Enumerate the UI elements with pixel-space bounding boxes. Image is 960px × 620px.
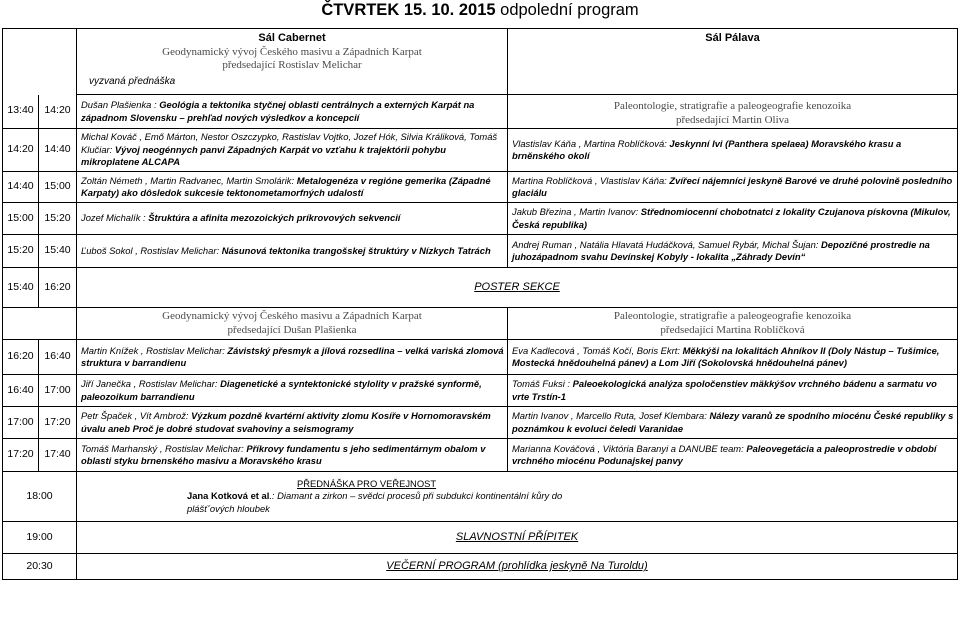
title-rest: odpolední program [500, 1, 639, 19]
lecture-row [3, 472, 958, 522]
talk-left [77, 235, 508, 268]
evening-program-label: VEČERNÍ PROGRAM (prohlídka jeskyně Na Turoldu) [77, 554, 958, 580]
talk-left [77, 172, 508, 203]
time-start: 19:00 [3, 522, 77, 554]
talk-left [77, 95, 508, 129]
session-chair-geo1: předsedající Rostislav Melichar [222, 59, 362, 72]
right-session-header [508, 29, 958, 95]
time-start: 15:40 [3, 268, 39, 308]
time-blank [3, 29, 77, 95]
right-session-header-2 [508, 95, 958, 129]
event-row [3, 554, 958, 580]
talk-title: Nálezy varanů ze spodního miocénu České republiky s poznámkou k evoluci čeledi Varanidae [512, 410, 954, 434]
talk-authors: Andrej Ruman , Natália Hlavatá Hudáčková, Samuel Rybár, Michal Šujan: [512, 238, 819, 250]
talk-authors: Martin Knížek , Rostislav Melichar: [81, 344, 225, 356]
time-end: 17:00 [39, 375, 77, 407]
left-session-header [77, 29, 508, 95]
time-end: 14:40 [39, 129, 77, 172]
talk-authors: Martina Roblíčková , Vlastislav Káňa: [512, 174, 667, 186]
talk-authors: Marianna Kováčová , Viktória Baranyi a DANUBE team: [512, 442, 744, 454]
time-start: 15:20 [3, 235, 39, 268]
time-end: 16:20 [39, 268, 77, 308]
session-name-paleo2: Paleontologie, stratigrafie a paleogeografie kenozoika [613, 309, 852, 322]
talk-authors: Ľuboš Sokol , Rostislav Melichar: [81, 244, 220, 256]
talk-left [77, 340, 508, 375]
talk-title: Závistský přesmyk a jílová rozsedlina – velká variská zlomová struktura v barrandienu [81, 344, 504, 368]
talk-title: Měkkýši na lokalitách Ahníkov II (Doly Nástup – Tušimice, Mostecká hnědouhelná pánev) a Lom Jiří (Sokolovská hnědouhelná pánev) [512, 344, 940, 368]
talk-title: Příkrovy fundamentu s jeho sedimentárnym obalom v oblasti styku brnenského masivu a Moravského krasu [81, 442, 486, 466]
table-row [3, 375, 958, 407]
time-start: 18:00 [3, 472, 77, 522]
time-end: 16:40 [39, 340, 77, 375]
talk-right [508, 340, 958, 375]
program-table [2, 28, 958, 580]
talk-authors: Jakub Březina , Martin Ivanov: [512, 206, 639, 218]
time-start: 13:40 [3, 95, 39, 129]
talk-authors: Dušan Plašienka : [81, 99, 157, 111]
title-day: ČTVRTEK 15. 10. 2015 [321, 1, 496, 19]
talk-right [508, 129, 958, 172]
talk-authors: Tomáš Marhanský , Rostislav Melichar: [81, 442, 244, 454]
time-start: 17:20 [3, 439, 39, 472]
session-chair-geo2: předsedající Dušan Plašienka [227, 323, 357, 336]
talk-left [77, 439, 508, 472]
table-row [3, 407, 958, 439]
time-end: 17:40 [39, 439, 77, 472]
table-row [3, 95, 958, 129]
time-start: 20:30 [3, 554, 77, 580]
time-start: 17:00 [3, 407, 39, 439]
talk-right [508, 172, 958, 203]
time-end: 17:20 [39, 407, 77, 439]
talk-title: Zvířecí nájemníci jeskyně Barové ve druhé polovině posledního glaciálu [512, 174, 953, 198]
time-end: 15:00 [39, 172, 77, 203]
talk-title: Diagenetické a syntektonické stylolity v pražské synformě, paleozoikum barrandienu [81, 378, 482, 402]
time-start: 16:20 [3, 340, 39, 375]
table-row [3, 129, 958, 172]
talk-title: Jeskynní lvi (Panthera spelaea) Moravského krasu a brněnského okolí [512, 137, 902, 161]
talk-left [77, 129, 508, 172]
talk-right [508, 439, 958, 472]
session-header-row [3, 29, 958, 95]
left-session-header-2 [77, 308, 508, 340]
session-name-paleo1: Paleontologie, stratigrafie a paleogeografie kenozoika [613, 99, 852, 112]
hall-right: Sál Pálava [705, 32, 760, 44]
talk-title: Paleovegetácia a paleoprostredie v období vrchného miocénu Podunajskej panvy [512, 442, 937, 466]
time-end: 15:40 [39, 235, 77, 268]
right-session-header-3 [508, 308, 958, 340]
hall-left: Sál Cabernet [258, 32, 326, 44]
session-chair-paleo2: předsedající Martina Roblíčková [660, 323, 805, 336]
talk-title: Vývoj neogénnych panvi Západných Karpát vo vzťahu k trajektórii pohybu mikroplatene ALCAPA [81, 143, 446, 168]
talk-left [77, 407, 508, 439]
talk-title: Štruktúra a afinita mezozoických príkrovových sekvencií [148, 212, 401, 224]
poster-row [3, 268, 958, 308]
talk-title: Geológia a tektonika styčnej oblasti centrálnych a externých Karpát na západnom Slovensku – prehľad nových výsledkov a koncepcií [81, 99, 475, 123]
session-header-row [3, 308, 958, 340]
talk-title: Paleoekologická analýza spoločenstiev mäkkýšov vrchného bádenu a sarmatu vo vrte Trstín-1 [512, 378, 937, 402]
talk-title: Výzkum pozdně kvartérní aktivity zlomu Kosíře v Hornomoravském úvalu aneb Proč je dobré studovat svahoviny a seismogramy [81, 410, 491, 434]
public-lecture [77, 472, 958, 522]
talk-left [77, 203, 508, 235]
page-title [0, 1, 960, 20]
invited-label: vyzvaná přednáška [89, 76, 176, 88]
poster-section-label: POSTER SEKCE [77, 268, 958, 308]
table-row [3, 172, 958, 203]
talk-title: Depozičné prostredie na juhozápadnom svahu Devínskej Kobyly - lokalita „Záhrady Devín“ [512, 238, 930, 262]
talk-left [77, 375, 508, 407]
public-lecture-heading: PŘEDNÁŠKA PRO VEŘEJNOST [297, 478, 437, 490]
toast-label: SLAVNOSTNÍ PŘÍPITEK [77, 522, 958, 554]
time-end: 15:20 [39, 203, 77, 235]
time-start: 14:40 [3, 172, 39, 203]
talk-authors: Jozef Michalík : [81, 212, 146, 224]
talk-authors: Jana Kotková et al [187, 490, 270, 502]
talk-title: .: Diamant a zirkon – svědci procesů při subdukci kontinentální kůry do pláštˇových hloubek [187, 490, 563, 514]
time-end: 14:20 [39, 95, 77, 129]
talk-authors: Jiří Janečka , Rostislav Melichar: [81, 378, 218, 390]
table-row [3, 340, 958, 375]
talk-title: Násunová tektonika trangošskej štruktúry v Nízkych Tatrách [221, 244, 491, 256]
table-row [3, 235, 958, 268]
talk-right [508, 375, 958, 407]
talk-right [508, 407, 958, 439]
session-name-geo1: Geodynamický vývoj Českého masivu a Západních Karpat [162, 45, 422, 58]
talk-authors: Michal Kováč , Emő Márton, Nestor Oszczypko, Rastislav Vojtko, Jozef Hók, Silvia Králiková, Tomáš Klučiar: [81, 131, 498, 155]
talk-right [508, 235, 958, 268]
talk-authors: Eva Kadlecová , Tomáš Kočí, Boris Ekrt: [512, 344, 680, 356]
talk-authors: Vlastislav Káňa , Martina Roblíčková: [512, 137, 667, 149]
time-blank [3, 308, 77, 340]
time-start: 14:20 [3, 129, 39, 172]
event-row [3, 522, 958, 554]
table-row [3, 439, 958, 472]
talk-authors: Martin Ivanov , Marcello Ruta, Josef Klembara: [512, 410, 707, 422]
time-start: 15:00 [3, 203, 39, 235]
talk-authors: Tomáš Fuksi : [512, 378, 571, 390]
talk-right [508, 203, 958, 235]
table-row [3, 203, 958, 235]
public-lecture-body [187, 490, 567, 514]
session-chair-paleo1: předsedající Martin Oliva [675, 113, 790, 126]
talk-authors: Petr Špaček , Vít Ambrož: [81, 410, 189, 422]
session-name-geo2: Geodynamický vývoj Českého masivu a Západních Karpat [162, 309, 422, 322]
talk-authors: Zoltán Németh , Martin Radvanec, Martin Smolárik: [81, 174, 295, 186]
time-start: 16:40 [3, 375, 39, 407]
talk-title: Střednomiocenní chobotnatci z lokality Czujanova pískovna (Mikulov, Česká republika) [512, 206, 951, 230]
talk-title: Metalogenéza v regióne gemerika (Západné Karpaty) ako dôsledok sukcesie tektonometamorfných udalostí [81, 174, 491, 198]
